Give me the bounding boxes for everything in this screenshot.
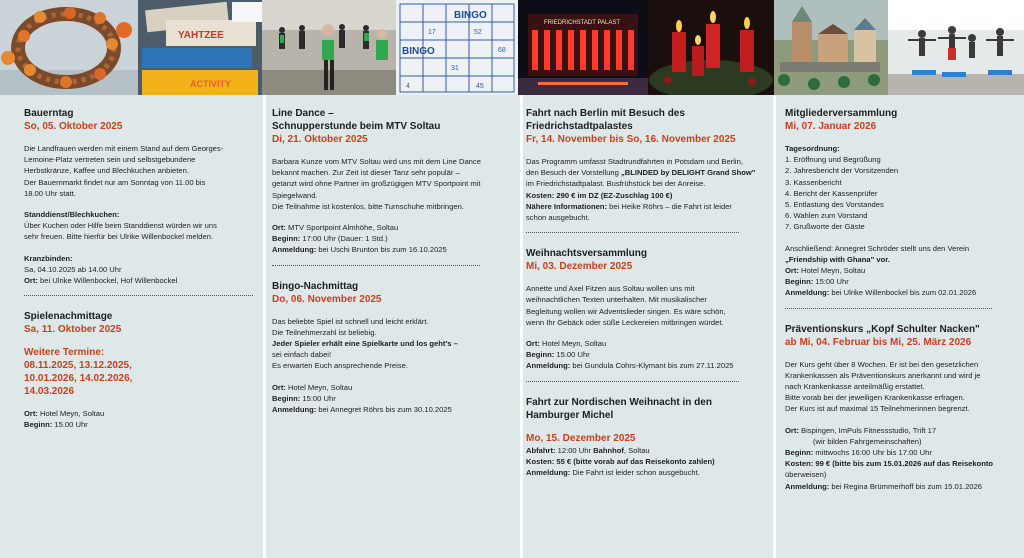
mitglieder-begin [785,276,1020,287]
event-date-line-dance: Di, 21. Oktober 2025 [272,134,368,145]
mitglieder-place [785,265,1020,276]
event-text-line: Spiegelwand. [272,190,318,200]
departure-city: , Soltau [623,445,650,455]
agenda-note-bold: „Friendship with Ghana" vor. [785,254,890,264]
bingo-card-photo [396,0,518,95]
registration-label: Anmeldung: [785,481,830,491]
kurs-cost: Kosten: 99 € (bitte bis zum 15.01.2026 auf das Reisekonto [785,459,994,469]
kurs-begin [785,447,1020,458]
agenda-item: 7. Grußworte der Gäste [785,222,865,232]
board-games-photo [138,0,262,95]
event-text-line: Es erwarten Euch ansprechende Preise. [272,361,408,371]
kranz-date: Sa, 04.10.2025 ab 14.00 Uhr [24,264,122,274]
line-dance-photo [262,0,396,95]
begin-value: 15.00 Uhr [52,420,88,430]
place-value: Hotel Meyn, Soltau [285,382,353,392]
kurs-cost-2: überweisen) [785,470,827,480]
place-label: Ort: [24,276,38,286]
event-text-line: 18.00 Uhr statt. [24,188,76,198]
event-text-line: sei einfach dabei! [272,350,332,360]
event-title-weihnachtsversammlung: Weihnachtsversammlung [526,248,647,260]
begin-label: Beginn: [526,350,555,360]
place-value: Hotel Meyn, Soltau [37,409,105,419]
agenda-item: 1. Eröffnung und Begrüßung [785,155,881,165]
event-text-line: Die Teilnehmerzahl ist beliebig. [272,327,377,337]
place-label: Ort: [526,339,540,349]
berlin-info-2: schon ausgebucht. [526,213,590,223]
agenda-item: 4. Bericht der Kassenprüfer [785,188,878,198]
place-label: Ort: [785,425,799,435]
photo-strip [0,0,1024,95]
place-value: Hotel Meyn, Soltau [539,339,607,349]
registration-label: Anmeldung: [785,288,830,298]
place-label: Ort: [785,266,799,276]
begin-label: Beginn: [24,420,53,430]
place-value: Hotel Meyn, Soltau [798,266,866,276]
event-title-bingo: Bingo-Nachmittag [272,280,359,292]
dotted-separator [785,308,992,309]
registration-value: bei Gundula Cohrs-Klymant bis zum 27.11.2025 [570,361,734,371]
event-title-hamburg-2: Hamburger Michel [526,409,614,421]
more-dates-heading: Weitere Termine: [24,347,105,359]
event-date-praeventionskurs: ab Mi, 04. Februar bis Mi, 25. März 2026 [785,336,972,348]
berlin-info [526,201,763,212]
event-title-berlin-2: Friedrichstadtpalastes [526,121,633,132]
event-date-bingo: Do, 06. November 2025 [272,293,382,305]
agenda-note: Anschließend: Annegret Schröder stellt uns den Verein [785,243,970,253]
event-text-line: weihnachtlichen Texten unterhalten. Mit musikalischer [526,295,707,305]
place-value: MTV Sportpoint Almhöhe, Soltau [285,223,399,233]
stand-heading: Standdienst/Blechkuchen: [24,210,120,220]
kranz-place [24,275,253,286]
dotted-separator [526,232,739,233]
agenda-item: 6. Wahlen zum Vorstand [785,211,868,221]
more-dates-line: 14.03.2026 [24,386,75,398]
registration-value: bei Regina Brümmerhoff bis zum 15.01.2026 [829,481,982,491]
registration-value: Die Fahrt ist leider schon ausgebucht. [570,468,700,478]
mitglieder-registration [785,287,1020,298]
event-text-line: bekannt machen. Zur Zeit ist dieser Tanz sehr populär – [272,168,460,178]
weihnacht-registration [526,360,763,371]
event-title-berlin: Fahrt nach Berlin mit Besuch des [526,108,685,119]
dotted-separator [526,381,739,382]
spiele-begin [24,419,253,430]
column-2 [266,95,520,558]
kranz-heading: Kranzbinden: [24,253,73,263]
agenda-item: 5. Entlastung des Vorstandes [785,200,884,210]
registration-label: Anmeldung: [526,468,571,478]
event-text-line [526,167,763,178]
show-title: „BLINDED by DELIGHT Grand Show" [621,168,756,178]
kurs-place [785,425,1020,436]
event-title-bauerntag: Bauerntag [24,108,74,119]
event-text-line: Das Programm umfasst Stadtrundfahrten in Potsdam und Berlin, [526,157,743,166]
hamburg-registration [526,467,763,478]
event-date-spielenachmittage: Sa, 11. Oktober 2025 [24,324,122,336]
bingo-registration [272,404,510,415]
kurs-place-note: (wir bilden Fahrgemeinschaften) [813,436,922,446]
bingo-place [272,382,510,393]
event-text-line: Der Bauernmarkt findet nur am Sonntag von 11.00 bis [24,177,206,187]
agenda-item: 2. Jahresbericht der Vorsitzenden [785,166,899,176]
info-value: bei Heike Röhrs – die Fahrt ist leider [607,201,732,211]
column-3 [523,95,773,558]
event-text-line: Herbstkränze, Kaffee und Blechkuchen anbieten. [24,166,189,176]
event-text-line: wenn Ihr Gebäck oder süße Leckereien mitbringen würdet. [526,317,724,327]
event-text-line: Lemoine-Platz vertreten sein und selbstgebundene [24,155,196,165]
registration-value: bei Ulrike Willenbockel bis zum 02.01.2026 [829,288,977,298]
registration-value: bei Uschi Brunton bis zum 16.10.2025 [316,245,447,255]
event-date-weihnachtsversammlung: Mi, 03. Dezember 2025 [526,261,633,273]
dotted-separator [272,265,480,266]
agenda-heading: Tagesordnung: [785,144,840,153]
begin-value: mittwochs 16:00 Uhr bis 17:00 Uhr [813,448,932,458]
stand-text-line: sehr freuen. Bitte hierfür bei Ulrike Willenbockel melden. [24,232,214,242]
event-text-line: Bitte vorab bei der jeweiligen Krankenkasse erfragen. [785,393,965,403]
begin-label: Beginn: [785,448,814,458]
dotted-separator [24,295,253,296]
more-dates-line: 10.01.2026, 14.02.2026, [24,373,133,385]
column-1 [0,95,263,558]
place-value: bei Ulrike Willenbockel, Hof Willenbockel [37,276,178,286]
info-label: Nähere Informationen: [526,201,608,211]
event-title-line-dance: Line Dance – [272,108,334,119]
event-title-praeventionskurs: Präventionskurs „Kopf Schulter Nacken" [785,323,980,335]
wreath-photo [0,0,138,95]
event-title-mitgliederversammlung: Mitgliederversammlung [785,108,898,119]
line-dance-registration [272,244,510,255]
event-text-line: im Friedrichstadtpalast. Busfrühstück bei der Anreise. [526,179,706,189]
svg-text:45: 45 [476,83,484,90]
event-date-berlin: Fr, 14. November bis So, 16. November 2025 [526,134,736,145]
event-text-line: Der Kurs geht über 8 Wochen. Er ist bei den gesetzlichen [785,359,979,369]
column-4 [776,95,1024,558]
event-text-line: Annette und Axel Fitzen aus Soltau wollen uns mit [526,284,695,294]
bingo-logo-top: BINGO [454,10,487,21]
departure-label: Abfahrt: [526,445,556,455]
registration-label: Anmeldung: [526,361,571,371]
spiele-place [24,408,253,419]
place-label: Ort: [24,409,38,419]
event-text-line: Begleitung wollen wir Adventslieder singen. Es wäre schön, [526,306,726,316]
event-text-line: Barbara Kunze vom MTV Soltau wird uns mit dem Line Dance [272,157,481,166]
event-text-part: den Besuch der Vorstellung [526,168,621,178]
event-title-hamburg: Fahrt zur Nordischen Weihnacht in den [526,396,712,408]
registration-value: bei Annegret Röhrs bis zum 30.10.2025 [316,405,452,415]
event-text-line: getanzt wird ohne Partner im großzügigen MTV Sportpoint mit [272,179,481,189]
event-date-mitgliederversammlung: Mi, 07. Januar 2026 [785,121,877,132]
fitness-class-photo [888,0,1024,95]
hamburg-departure [526,445,763,456]
registration-label: Anmeldung: [272,405,317,415]
place-label: Ort: [272,223,286,233]
kurs-registration [785,481,1020,492]
weihnacht-begin [526,349,763,360]
begin-value: 15.00 Uhr [554,350,590,360]
yahtzee-logo: YAHTZEE [178,30,224,41]
event-text-line: Die Teilnahme ist kostenlos, bitte Turnschuhe mitbringen. [272,201,464,211]
event-text-line: nach Krankenkasse anteilmäßig erstattet. [785,382,925,392]
stand-text-line: Über Kuchen oder Hilfe beim Standdienst würden wir uns [24,221,217,231]
advent-candles-photo [648,0,774,95]
event-text-line: Krankenkassen als Präventionskurs anerkannt und wird je [785,370,981,380]
svg-text:31: 31 [451,65,459,72]
event-date-hamburg: Mo, 15. Dezember 2025 [526,432,636,444]
miniature-city-photo [774,0,888,95]
begin-value: 15:00 Uhr [813,277,849,287]
begin-value: 17:00 Uhr (Dauer: 1 Std.) [300,234,388,244]
begin-value: 15:00 Uhr [300,393,336,403]
place-value: Bispingen, ImPuls Fitnessstudio, Trift 17 [798,425,937,435]
svg-text:17: 17 [428,29,436,36]
berlin-cost: Kosten: 290 € im DZ (EZ-Zuschlag 100 €) [526,190,673,200]
svg-text:52: 52 [474,29,482,36]
palast-sign: FRIEDRICHSTADT PALAST [544,20,621,26]
friedrichstadtpalast-photo [518,0,648,95]
event-title-line-dance-2: Schnupperstunde beim MTV Soltau [272,121,441,132]
event-date-bauerntag: So, 05. Oktober 2025 [24,121,123,132]
begin-label: Beginn: [785,277,814,287]
svg-text:4: 4 [406,83,410,90]
event-text-line: Die Landfrauen werden mit einem Stand auf dem Georges- [24,144,224,153]
more-dates-line: 08.11.2025, 13.12.2025, [24,360,132,372]
line-dance-begin [272,233,510,244]
event-text-line-bold: Jeder Spieler erhält eine Spielkarte und los geht's – [272,339,458,349]
begin-label: Beginn: [272,234,301,244]
line-dance-place [272,222,510,233]
weihnacht-place [526,338,763,349]
registration-label: Anmeldung: [272,245,317,255]
activity-logo: ACTIVITY [190,79,232,89]
place-label: Ort: [272,382,286,392]
event-text-line: Das beliebte Spiel ist schnell und leicht erklärt. [272,316,429,326]
hamburg-cost: Kosten: 55 € (bitte vorab auf das Reisekonto zahlen) [526,456,715,466]
svg-text:68: 68 [498,47,506,54]
event-text-line: Der Kurs ist auf maximal 15 Teilnehmerinnen begrenzt. [785,404,970,414]
agenda-item: 3. Kassenbericht [785,177,842,187]
bingo-begin [272,393,510,404]
departure-station: Bahnhof [593,445,624,455]
departure-time: 12:00 Uhr [555,445,594,455]
bingo-logo-left: BINGO [402,46,435,57]
event-title-spielenachmittage: Spielenachmittage [24,311,113,323]
begin-label: Beginn: [272,393,301,403]
